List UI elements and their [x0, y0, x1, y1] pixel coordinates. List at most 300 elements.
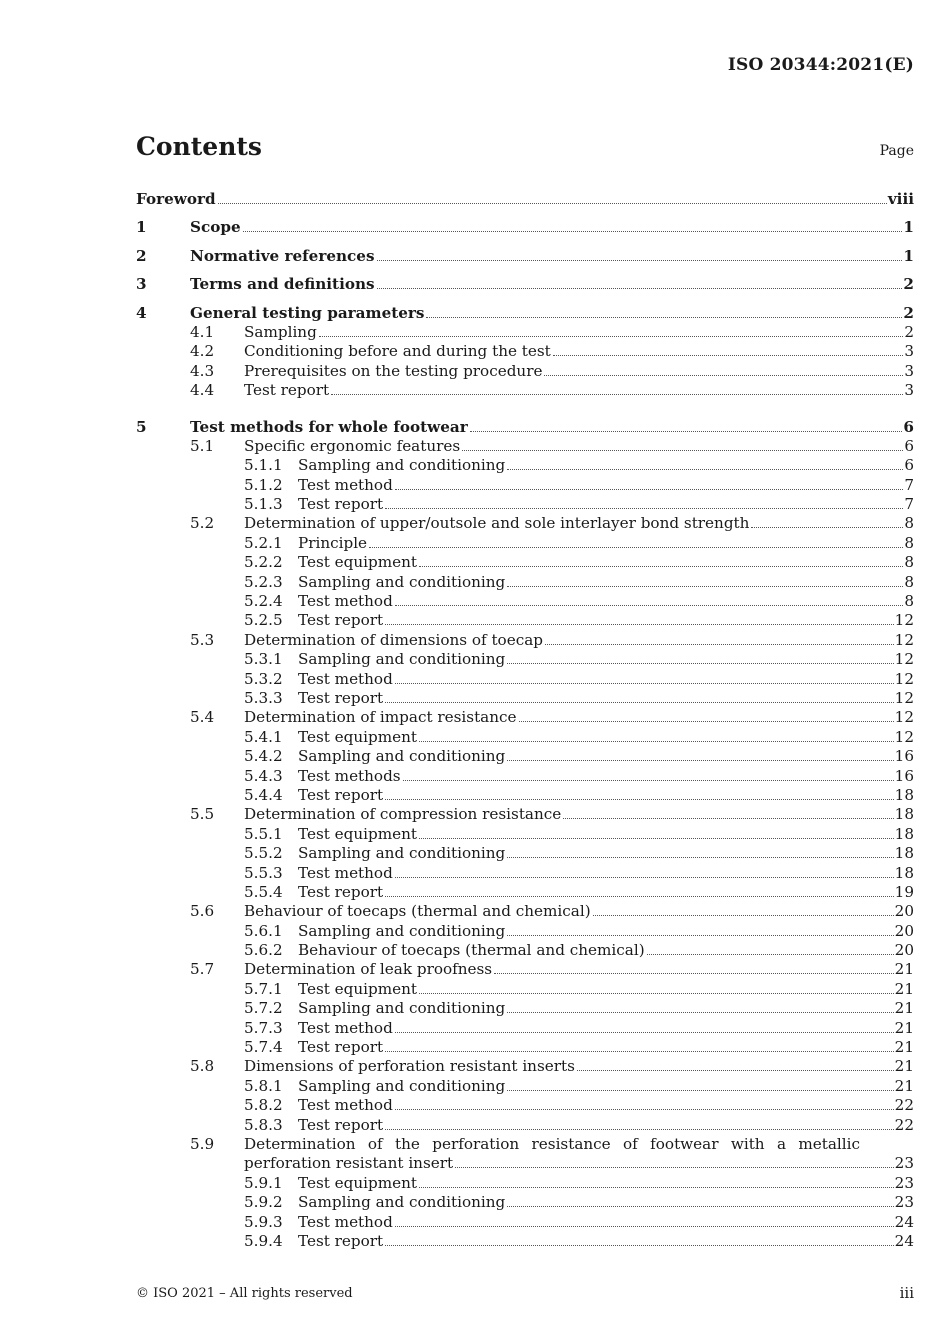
toc-entry[interactable]	[136, 322, 914, 341]
toc-entry-page[interactable]: 16	[894, 747, 914, 766]
toc-entry-title[interactable]: Behaviour of toecaps (thermal and chemical)	[244, 902, 591, 921]
toc-entry-leader	[244, 1057, 914, 1075]
toc-entry-leader	[298, 1038, 914, 1056]
toc-entry[interactable]	[136, 668, 914, 687]
toc-entry-number: 5.4.1	[244, 727, 283, 746]
toc-entry[interactable]	[136, 513, 914, 532]
toc-entry-page[interactable]: 3	[904, 381, 914, 400]
toc-entry[interactable]	[136, 688, 914, 707]
toc-entry-leader	[298, 553, 914, 571]
toc-entry[interactable]	[136, 978, 914, 997]
toc-entry-number: 5.9.1	[244, 1173, 283, 1192]
toc-entry-leader	[298, 767, 914, 785]
toc-entry-number: 5	[136, 417, 147, 436]
toc-entry[interactable]	[136, 901, 914, 920]
toc-entry-title[interactable]: Sampling and conditioning	[298, 1076, 506, 1095]
dot-leader	[751, 527, 903, 528]
toc-entry[interactable]	[136, 882, 914, 901]
dot-leader	[519, 721, 894, 722]
toc-entry-number: 5.5.3	[244, 863, 283, 882]
toc-entry-page[interactable]: 3	[904, 342, 914, 361]
toc-entry-title[interactable]: Foreword	[136, 190, 216, 208]
toc-entry-leader	[298, 611, 914, 629]
toc-entry-title[interactable]: Determination of the perforation resistance of footwear with a metallic	[244, 1134, 860, 1153]
toc-entry[interactable]	[136, 436, 914, 455]
toc-entry-number: 5.4	[190, 708, 215, 727]
document-id: ISO 20344:2021(E)	[727, 55, 914, 75]
toc-entry-leader	[298, 1019, 914, 1037]
toc-entry[interactable]	[136, 629, 914, 648]
toc-entry-page[interactable]: 2	[904, 322, 914, 341]
toc-entry-number: 5.8.2	[244, 1096, 283, 1115]
toc-entry-leader	[298, 476, 914, 494]
toc-entry-leader	[244, 1154, 914, 1172]
toc-entry-page[interactable]: 18	[894, 844, 914, 863]
toc-entry-page[interactable]: 24	[894, 1212, 914, 1231]
toc-entry-title[interactable]: Sampling and conditioning	[298, 1193, 506, 1212]
toc-entry-page[interactable]: 8	[904, 553, 914, 572]
toc-entry-leader	[244, 631, 914, 649]
toc-entry-leader	[298, 573, 914, 591]
toc-entry-leader	[298, 922, 914, 940]
toc-entry-page[interactable]: 1	[903, 246, 914, 265]
toc-entry-title[interactable]: Test report	[298, 785, 384, 804]
toc-entry[interactable]	[136, 494, 914, 513]
toc-entry-number: 5.7	[190, 960, 215, 979]
toc-entry-page[interactable]: 21	[894, 1038, 914, 1057]
toc-entry-number: 5.6	[190, 902, 215, 921]
toc-entry-title[interactable]: Sampling and conditioning	[298, 844, 506, 863]
dot-leader	[507, 469, 903, 470]
toc-entry-title[interactable]: Test equipment	[298, 1173, 418, 1192]
toc-entry-leader	[298, 1077, 914, 1095]
toc-entry-page[interactable]: 8	[904, 572, 914, 591]
toc-entry-title[interactable]: Prerequisites on the testing procedure	[244, 361, 543, 380]
toc-entry-title[interactable]: Sampling and conditioning	[298, 921, 506, 940]
toc-entry-leader	[298, 689, 914, 707]
toc-entry-number: 5.3.2	[244, 669, 283, 688]
dot-leader	[395, 1226, 894, 1227]
toc-entry-number: 5.4.2	[244, 747, 283, 766]
dot-leader	[647, 954, 894, 955]
toc-entry-title[interactable]: Scope	[190, 218, 241, 237]
toc-entry[interactable]	[136, 552, 914, 571]
toc-entry-page[interactable]: 6	[904, 456, 914, 475]
toc-entry-page[interactable]: 21	[894, 960, 914, 979]
toc-entry[interactable]	[136, 707, 914, 726]
toc-entry-leader	[298, 883, 914, 901]
toc-entry-leader	[244, 323, 914, 341]
toc-entry-number: 5.7.4	[244, 1038, 283, 1057]
toc-entry-number: 5.4.4	[244, 785, 283, 804]
toc-entry-number: 4.4	[190, 381, 215, 400]
toc-entry-leader	[298, 1193, 914, 1211]
toc-entry-title[interactable]: Normative references	[190, 246, 375, 265]
dot-leader	[385, 1051, 894, 1052]
toc-entry-page[interactable]: 6	[904, 436, 914, 455]
toc-entry-page[interactable]: 23	[894, 1193, 914, 1212]
toc-entry-leader	[298, 1096, 914, 1114]
toc-entry-title[interactable]: Test report	[298, 688, 384, 707]
toc-entry-number: 5.5.4	[244, 882, 283, 901]
toc-entry-number: 5.8	[190, 1057, 215, 1076]
toc-entry-title[interactable]: Test method	[298, 592, 393, 611]
toc-entry-title[interactable]: Conditioning before and during the test	[244, 342, 551, 361]
dot-leader	[377, 260, 903, 261]
dot-leader	[455, 1167, 894, 1168]
dot-leader	[577, 1070, 894, 1071]
toc-entry-leader	[244, 805, 914, 823]
dot-leader	[395, 1109, 894, 1110]
toc-entry[interactable]	[136, 746, 914, 765]
toc-entry-page[interactable]: 23	[894, 1173, 914, 1192]
dot-leader	[385, 799, 894, 800]
toc-entry-title[interactable]: Test method	[298, 669, 393, 688]
dot-leader	[507, 586, 903, 587]
toc-entry-leader	[190, 418, 914, 436]
dot-leader	[377, 288, 903, 289]
toc-entry[interactable]	[136, 208, 914, 236]
toc-entry-title[interactable]: Test method	[298, 1212, 393, 1231]
toc-entry-page[interactable]: 22	[894, 1096, 914, 1115]
toc-entry-page[interactable]: 20	[894, 941, 914, 960]
toc-entry-title[interactable]: Test equipment	[298, 553, 418, 572]
dot-leader	[470, 431, 903, 432]
toc-entry[interactable]	[136, 610, 914, 629]
dot-leader	[426, 317, 902, 318]
toc-entry-page[interactable]: 18	[894, 805, 914, 824]
toc-entry[interactable]	[136, 407, 914, 435]
dot-leader	[553, 355, 904, 356]
toc-entry-title[interactable]: Test methods for whole footwear	[190, 417, 468, 436]
toc-entry-page[interactable]: 19	[894, 882, 914, 901]
dot-leader	[462, 450, 903, 451]
toc-entry-number: 1	[136, 218, 147, 237]
toc-entry-leader	[298, 747, 914, 765]
dot-leader	[395, 605, 904, 606]
toc-entry-number: 5.8.3	[244, 1115, 283, 1134]
toc-entry[interactable]	[136, 1075, 914, 1094]
toc-entry-page[interactable]: 8	[904, 533, 914, 552]
dot-leader	[385, 508, 903, 509]
toc-entry-number: 5.1.1	[244, 456, 283, 475]
dot-leader	[507, 935, 893, 936]
dot-leader	[507, 1090, 893, 1091]
toc-entry-page[interactable]: 12	[894, 630, 914, 649]
toc-entry-page[interactable]: 12	[894, 688, 914, 707]
dot-leader	[385, 702, 894, 703]
dot-leader	[395, 1032, 894, 1033]
toc-entry-title[interactable]: Test report	[298, 611, 384, 630]
toc-entry[interactable]	[136, 532, 914, 551]
toc-entry[interactable]	[136, 823, 914, 842]
dot-leader	[395, 489, 904, 490]
toc-entry-title[interactable]: Sampling and conditioning	[298, 572, 506, 591]
toc-entry-title[interactable]: Test method	[298, 1018, 393, 1037]
toc-entry-page[interactable]: 23	[894, 1154, 914, 1173]
toc-entry-page[interactable]: viii	[887, 190, 914, 208]
toc-entry-title[interactable]: Sampling and conditioning	[298, 650, 506, 669]
dot-leader	[419, 838, 894, 839]
toc-entry-number: 5.9	[190, 1134, 215, 1153]
toc-entry[interactable]	[136, 341, 914, 360]
toc-entry-leader	[244, 437, 914, 455]
toc-entry-leader	[298, 670, 914, 688]
toc-entry-leader	[298, 825, 914, 843]
toc-entry-leader	[298, 592, 914, 610]
toc-entry-number: 5.7.1	[244, 979, 283, 998]
toc-entry[interactable]	[136, 1153, 914, 1172]
toc-entry[interactable]	[136, 236, 914, 264]
page-title: Contents	[136, 132, 263, 161]
toc-entry-leader	[298, 534, 914, 552]
toc-entry-title[interactable]: Determination of compression resistance	[244, 805, 562, 824]
toc-entry-number: 5.6.2	[244, 941, 283, 960]
toc-entry-leader	[298, 728, 914, 746]
dot-leader	[507, 1012, 893, 1013]
toc-entry-page[interactable]: 18	[894, 863, 914, 882]
dot-leader	[419, 566, 903, 567]
toc-entry-page[interactable]: 24	[894, 1231, 914, 1250]
dot-leader	[419, 993, 894, 994]
toc-entry-leader	[298, 844, 914, 862]
dot-leader	[507, 760, 893, 761]
toc-entry-leader	[298, 1174, 914, 1192]
toc-entry-leader	[244, 514, 914, 532]
dot-leader	[593, 915, 894, 916]
dot-leader	[403, 780, 894, 781]
toc-entry-leader	[298, 495, 914, 513]
toc-entry[interactable]	[136, 1192, 914, 1211]
dot-leader	[494, 973, 894, 974]
dot-leader	[507, 663, 893, 664]
toc-entry-number: 5.3	[190, 630, 215, 649]
toc-entry-title[interactable]: Test report	[298, 1115, 384, 1134]
toc-entry-number: 5.2.3	[244, 572, 283, 591]
toc-entry-page[interactable]: 18	[894, 785, 914, 804]
toc-entry[interactable]	[136, 843, 914, 862]
dot-leader	[385, 1245, 894, 1246]
toc-entry[interactable]	[136, 649, 914, 668]
toc-entry-page[interactable]: 22	[894, 1115, 914, 1134]
toc-entry-leader	[190, 304, 914, 322]
toc-entry-page[interactable]: 12	[894, 650, 914, 669]
toc-entry-page[interactable]: 7	[904, 475, 914, 494]
toc-entry-leader	[298, 650, 914, 668]
toc-entry[interactable]	[136, 1172, 914, 1191]
toc-entry-leader	[244, 708, 914, 726]
toc-entry-leader	[298, 456, 914, 474]
toc-entry[interactable]	[136, 591, 914, 610]
toc-entry-title[interactable]: perforation resistant insert	[244, 1154, 454, 1173]
dot-leader	[385, 1129, 894, 1130]
toc-entry-leader	[244, 960, 914, 978]
toc-entry-leader	[244, 342, 914, 360]
toc-entry-title[interactable]: Sampling and conditioning	[298, 747, 506, 766]
toc-entry-page[interactable]: 12	[894, 669, 914, 688]
toc-entry-title[interactable]: Determination of upper/outsole and sole interlayer bond strength	[244, 514, 750, 533]
page-column-label: Page	[879, 143, 914, 159]
toc-entry[interactable]	[136, 940, 914, 959]
toc-entry-title[interactable]: Determination of dimensions of toecap	[244, 630, 543, 649]
toc-entry[interactable]	[136, 785, 914, 804]
toc-entry-number: 5.9.3	[244, 1212, 283, 1231]
toc-entry-page[interactable]: 20	[894, 902, 914, 921]
toc-entry-page[interactable]: 12	[894, 727, 914, 746]
toc-entry-title[interactable]: Test report	[298, 495, 384, 514]
toc-entry[interactable]	[136, 998, 914, 1017]
dot-leader	[385, 896, 894, 897]
toc-entry-number: 5.5.2	[244, 844, 283, 863]
toc-entry[interactable]	[136, 1211, 914, 1230]
toc-entry-number: 5.3.1	[244, 650, 283, 669]
table-of-contents	[136, 186, 914, 1250]
toc-entry-leader	[298, 864, 914, 882]
toc-entry-title[interactable]: Determination of impact resistance	[244, 708, 517, 727]
toc-entry-page[interactable]: 12	[894, 708, 914, 727]
toc-entry-number: 5.4.3	[244, 766, 283, 785]
dot-leader	[544, 375, 903, 376]
toc-entry-number: 5.5	[190, 805, 215, 824]
toc-entry-number: 3	[136, 275, 147, 294]
toc-entry-title[interactable]: Test report	[244, 381, 330, 400]
toc-entry[interactable]	[136, 959, 914, 978]
toc-entry-number: 4	[136, 303, 147, 322]
toc-entry-leader	[298, 1232, 914, 1250]
toc-entry[interactable]	[136, 380, 914, 399]
toc-entry[interactable]	[136, 571, 914, 590]
toc-entry-title[interactable]: Test equipment	[298, 727, 418, 746]
toc-entry-page[interactable]: 8	[904, 514, 914, 533]
toc-entry-number: 5.2.4	[244, 592, 283, 611]
toc-entry-title[interactable]: Test report	[298, 1231, 384, 1250]
toc-entry-title[interactable]: General testing parameters	[190, 303, 425, 322]
toc-entry-number: 5.7.2	[244, 999, 283, 1018]
toc-entry-page[interactable]: 7	[904, 495, 914, 514]
dot-leader	[319, 336, 904, 337]
toc-entry-page[interactable]: 12	[894, 611, 914, 630]
toc-entry-page[interactable]: 16	[894, 766, 914, 785]
toc-entry-title[interactable]: Sampling and conditioning	[298, 456, 506, 475]
toc-entry-line	[136, 1134, 914, 1153]
toc-entry[interactable]	[136, 186, 914, 208]
toc-entry-title[interactable]: Test method	[298, 863, 393, 882]
toc-entry[interactable]	[136, 360, 914, 379]
toc-entry[interactable]	[136, 920, 914, 939]
toc-entry-page[interactable]: 2	[903, 303, 914, 322]
toc-entry-number: 5.2.5	[244, 611, 283, 630]
toc-entry-title[interactable]: Test report	[298, 882, 384, 901]
toc-entry-page[interactable]: 6	[903, 417, 914, 436]
toc-entry[interactable]	[136, 474, 914, 493]
toc-entry-number: 4.1	[190, 322, 215, 341]
toc-entry-number: 5.3.3	[244, 688, 283, 707]
toc-entry[interactable]	[136, 1017, 914, 1036]
toc-entry-title[interactable]: Test methods	[298, 766, 401, 785]
toc-entry[interactable]	[136, 293, 914, 321]
toc-entry-number: 5.2.1	[244, 533, 283, 552]
toc-entry-title[interactable]: Sampling	[244, 322, 317, 341]
toc-entry-number: 5.1.2	[244, 475, 283, 494]
toc-entry-number: 5.8.1	[244, 1076, 283, 1095]
dot-leader	[395, 877, 894, 878]
toc-entry[interactable]	[136, 862, 914, 881]
toc-entry-number: 5.6.1	[244, 921, 283, 940]
toc-entry-page[interactable]: 18	[894, 824, 914, 843]
toc-entry-number: 5.9.4	[244, 1231, 283, 1250]
toc-entry-page[interactable]: 21	[894, 999, 914, 1018]
toc-entry-leader	[190, 247, 914, 265]
dot-leader	[369, 547, 903, 548]
toc-entry-title[interactable]: Determination of leak proofness	[244, 960, 493, 979]
dot-leader	[385, 624, 894, 625]
toc-entry[interactable]	[136, 1095, 914, 1114]
page-number: iii	[899, 1284, 914, 1302]
toc-entry[interactable]	[136, 1114, 914, 1133]
dot-leader	[507, 857, 893, 858]
toc-entry-leader	[190, 218, 914, 236]
toc-entry[interactable]	[136, 726, 914, 745]
toc-entry-title[interactable]: Terms and definitions	[190, 275, 375, 294]
toc-entry-title[interactable]: Behaviour of toecaps (thermal and chemical)	[298, 941, 645, 960]
toc-entry-number: 5.7.3	[244, 1018, 283, 1037]
toc-entry-title[interactable]: Test equipment	[298, 824, 418, 843]
toc-entry-page[interactable]: 20	[894, 921, 914, 940]
toc-entry-page[interactable]: 2	[903, 275, 914, 294]
dot-leader	[331, 394, 903, 395]
toc-entry-number: 2	[136, 246, 147, 265]
toc-entry-leader	[298, 1116, 914, 1134]
toc-entry-page[interactable]: 21	[894, 1057, 914, 1076]
toc-entry[interactable]	[136, 265, 914, 293]
dot-leader	[563, 818, 893, 819]
toc-entry[interactable]	[136, 1056, 914, 1075]
toc-entry-title[interactable]: Specific ergonomic features	[244, 436, 461, 455]
toc-entry-title[interactable]: Test method	[298, 1096, 393, 1115]
toc-entry[interactable]	[136, 1231, 914, 1250]
toc-entry[interactable]	[136, 455, 914, 474]
toc-entry[interactable]	[136, 765, 914, 784]
toc-entry-title[interactable]: Dimensions of perforation resistant inserts	[244, 1057, 575, 1076]
toc-entry-number: 4.3	[190, 361, 215, 380]
toc-entry-number: 5.9.2	[244, 1193, 283, 1212]
toc-entry-leader	[244, 381, 914, 399]
toc-entry-title[interactable]: Test equipment	[298, 979, 418, 998]
toc-entry-leader	[298, 999, 914, 1017]
toc-entry[interactable]	[136, 1037, 914, 1056]
toc-entry-title[interactable]: Principle	[298, 533, 368, 552]
toc-entry-leader	[244, 362, 914, 380]
toc-entry-number: 4.2	[190, 342, 215, 361]
toc-entry-page[interactable]: 21	[894, 1018, 914, 1037]
dot-leader	[243, 231, 903, 232]
toc-entry-title[interactable]: Test report	[298, 1038, 384, 1057]
toc-entry-page[interactable]: 21	[894, 1076, 914, 1095]
toc-entry-title[interactable]: Sampling and conditioning	[298, 999, 506, 1018]
dot-leader	[419, 1187, 894, 1188]
copyright-notice: © ISO 2021 – All rights reserved	[136, 1286, 353, 1301]
toc-entry-leader	[298, 786, 914, 804]
toc-entry-page[interactable]: 3	[904, 361, 914, 380]
toc-entry-page[interactable]: 21	[894, 979, 914, 998]
toc-entry-page[interactable]: 8	[904, 592, 914, 611]
toc-entry-leader	[244, 902, 914, 920]
dot-leader	[395, 683, 894, 684]
toc-entry-number: 5.1	[190, 436, 215, 455]
toc-entry[interactable]	[136, 804, 914, 823]
toc-entry-title[interactable]: Test method	[298, 475, 393, 494]
toc-entry-page[interactable]: 1	[903, 218, 914, 237]
